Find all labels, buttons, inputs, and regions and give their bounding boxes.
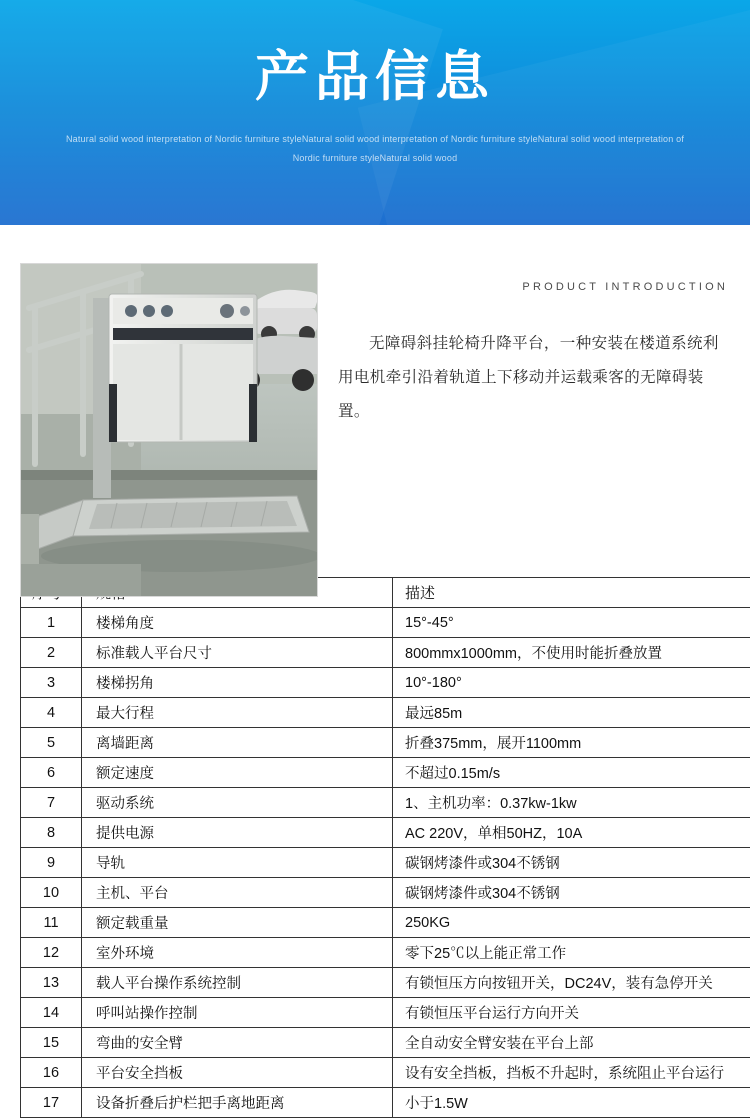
header-desc: 描述 bbox=[393, 578, 750, 608]
cell-no: 7 bbox=[21, 788, 82, 818]
cell-desc: 设有安全挡板，挡板不升起时，系统阻止平台运行 bbox=[393, 1058, 750, 1088]
cell-no: 3 bbox=[21, 668, 82, 698]
table-row bbox=[21, 788, 750, 818]
cell-no: 10 bbox=[21, 878, 82, 908]
table-row bbox=[21, 1028, 750, 1058]
cell-spec: 离墙距离 bbox=[82, 728, 393, 758]
cell-no: 14 bbox=[21, 998, 82, 1028]
cell-no: 4 bbox=[21, 698, 82, 728]
cell-desc: 有锁恒压方向按钮开关，DC24V，装有急停开关 bbox=[393, 968, 750, 998]
cell-desc: 800mmx1000mm，不使用时能折叠放置 bbox=[393, 638, 750, 668]
cell-desc: 15°-45° bbox=[393, 608, 750, 638]
spec-table-body bbox=[21, 608, 750, 1118]
cell-desc: 碳钢烤漆件或304不锈钢 bbox=[393, 878, 750, 908]
table-row bbox=[21, 938, 750, 968]
table-row bbox=[21, 908, 750, 938]
table-row bbox=[21, 638, 750, 668]
cell-desc: AC 220V，单相50HZ，10A bbox=[393, 818, 750, 848]
spec-table-wrap bbox=[20, 577, 730, 1118]
table-row bbox=[21, 668, 750, 698]
cell-desc: 折叠375mm，展开1100mm bbox=[393, 728, 750, 758]
cell-spec: 标准载人平台尺寸 bbox=[82, 638, 393, 668]
cell-spec: 设备折叠后护栏把手离地距离 bbox=[82, 1088, 393, 1118]
cell-spec: 载人平台操作系统控制 bbox=[82, 968, 393, 998]
cell-desc: 1、主机功率：0.37kw-1kw bbox=[393, 788, 750, 818]
table-row bbox=[21, 998, 750, 1028]
cell-spec: 导轨 bbox=[82, 848, 393, 878]
table-row bbox=[21, 878, 750, 908]
cell-desc: 全自动安全臂安装在平台上部 bbox=[393, 1028, 750, 1058]
cell-spec: 平台安全挡板 bbox=[82, 1058, 393, 1088]
cell-desc: 10°-180° bbox=[393, 668, 750, 698]
cell-no: 12 bbox=[21, 938, 82, 968]
cell-spec: 弯曲的安全臂 bbox=[82, 1028, 393, 1058]
table-row bbox=[21, 1058, 750, 1088]
page-title: 产品信息 bbox=[0, 0, 750, 108]
cell-no: 1 bbox=[21, 608, 82, 638]
cell-no: 2 bbox=[21, 638, 82, 668]
banner-subtitle: Natural solid wood interpretation of Nordic furniture styleNatural solid wood interpretation of Nordic furniture styleNatural solid wood interpretation of Nordic furniture styleNatural solid wood bbox=[65, 130, 685, 168]
table-row bbox=[21, 758, 750, 788]
table-row bbox=[21, 848, 750, 878]
cell-no: 15 bbox=[21, 1028, 82, 1058]
cell-no: 6 bbox=[21, 758, 82, 788]
cell-no: 5 bbox=[21, 728, 82, 758]
cell-no: 16 bbox=[21, 1058, 82, 1088]
table-row bbox=[21, 698, 750, 728]
cell-spec: 室外环境 bbox=[82, 938, 393, 968]
cell-spec: 楼梯角度 bbox=[82, 608, 393, 638]
cell-no: 13 bbox=[21, 968, 82, 998]
intro-paragraph: 无障碍斜挂轮椅升降平台，一种安装在楼道系统利用电机牵引沿着轨道上下移动并运载乘客的无障碍装置。 bbox=[338, 327, 730, 429]
cell-desc: 小于1.5W bbox=[393, 1088, 750, 1118]
cell-spec: 最大行程 bbox=[82, 698, 393, 728]
cell-no: 8 bbox=[21, 818, 82, 848]
cell-spec: 额定载重量 bbox=[82, 908, 393, 938]
cell-desc: 碳钢烤漆件或304不锈钢 bbox=[393, 848, 750, 878]
cell-spec: 提供电源 bbox=[82, 818, 393, 848]
cell-spec: 主机、平台 bbox=[82, 878, 393, 908]
cell-no: 11 bbox=[21, 908, 82, 938]
table-row bbox=[21, 818, 750, 848]
cell-spec: 楼梯拐角 bbox=[82, 668, 393, 698]
product-photo-illustration bbox=[21, 264, 317, 596]
cell-spec: 驱动系统 bbox=[82, 788, 393, 818]
table-row bbox=[21, 608, 750, 638]
spec-table bbox=[20, 577, 750, 1118]
table-row bbox=[21, 1088, 750, 1118]
intro-eyebrow: PRODUCT INTRODUCTION bbox=[338, 281, 730, 293]
product-photo bbox=[20, 263, 318, 597]
cell-desc: 零下25℃以上能正常工作 bbox=[393, 938, 750, 968]
cell-desc: 有锁恒压平台运行方向开关 bbox=[393, 998, 750, 1028]
cell-desc: 不超过0.15m/s bbox=[393, 758, 750, 788]
product-intro-section bbox=[0, 225, 750, 577]
cell-desc: 最远85m bbox=[393, 698, 750, 728]
cell-no: 9 bbox=[21, 848, 82, 878]
cell-no: 17 bbox=[21, 1088, 82, 1118]
cell-spec: 呼叫站操作控制 bbox=[82, 998, 393, 1028]
table-row bbox=[21, 728, 750, 758]
page-banner bbox=[0, 0, 750, 225]
intro-text-block bbox=[338, 281, 730, 429]
table-row bbox=[21, 968, 750, 998]
cell-desc: 250KG bbox=[393, 908, 750, 938]
cell-spec: 额定速度 bbox=[82, 758, 393, 788]
